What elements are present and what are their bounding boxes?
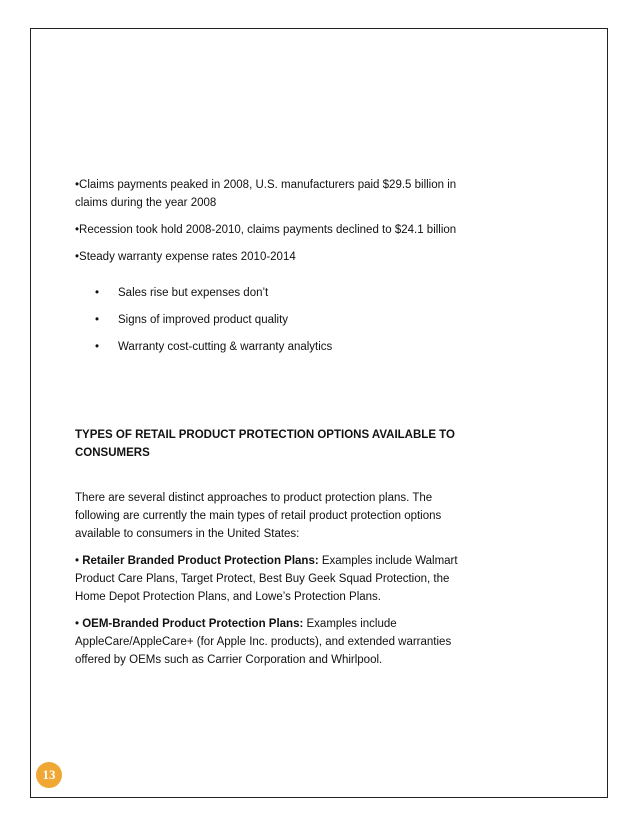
plan-title: OEM-Branded Product Protection Plans: bbox=[82, 618, 304, 630]
list-item-text: Signs of improved product quality bbox=[118, 314, 289, 326]
plan-text: Examples include Walmart Product Care Plans, Target Protect, Best Buy Geek Squad Protection, the Home Depot Protection Plans, and Lowe’s Protection Plans. bbox=[75, 555, 458, 603]
list-item-text: Warranty cost-cutting & warranty analytics bbox=[118, 341, 333, 353]
list-item-text: Sales rise but expenses don’t bbox=[118, 287, 269, 299]
bullet-icon: • bbox=[95, 314, 100, 326]
section-heading: TYPES OF RETAIL PRODUCT PROTECTION OPTIONS AVAILABLE TO CONSUMERS bbox=[75, 429, 455, 459]
claims-peak-paragraph: •Claims payments peaked in 2008, U.S. manufacturers paid $29.5 billion in claims during the year 2008 bbox=[75, 179, 457, 209]
recession-paragraph: •Recession took hold 2008-2010, claims payments declined to $24.1 billion bbox=[75, 224, 457, 236]
page-content bbox=[75, 176, 465, 669]
list-item bbox=[95, 311, 465, 329]
plan-title: Retailer Branded Product Protection Plans: bbox=[82, 555, 319, 567]
oem-plans-paragraph bbox=[75, 615, 465, 669]
expense-bullet-list bbox=[75, 284, 465, 356]
bullet-icon: • bbox=[95, 341, 100, 353]
retailer-plans-paragraph bbox=[75, 552, 465, 606]
plan-text: Examples include AppleCare/AppleCare+ (for Apple Inc. products), and extended warranties offered by OEMs such as Carrier Corporation and Whirlpool. bbox=[75, 618, 452, 666]
bullet-icon: • bbox=[95, 287, 100, 299]
page-number-badge: 13 bbox=[36, 762, 62, 788]
list-item bbox=[95, 338, 465, 356]
protection-intro-paragraph: There are several distinct approaches to product protection plans. The following are currently the main types of retail product protection options available to consumers in the United States: bbox=[75, 492, 442, 540]
plan-bullet: • bbox=[75, 618, 83, 630]
plan-bullet: • bbox=[75, 555, 83, 567]
steady-rates-paragraph: •Steady warranty expense rates 2010-2014 bbox=[75, 251, 296, 263]
list-item bbox=[95, 284, 465, 302]
